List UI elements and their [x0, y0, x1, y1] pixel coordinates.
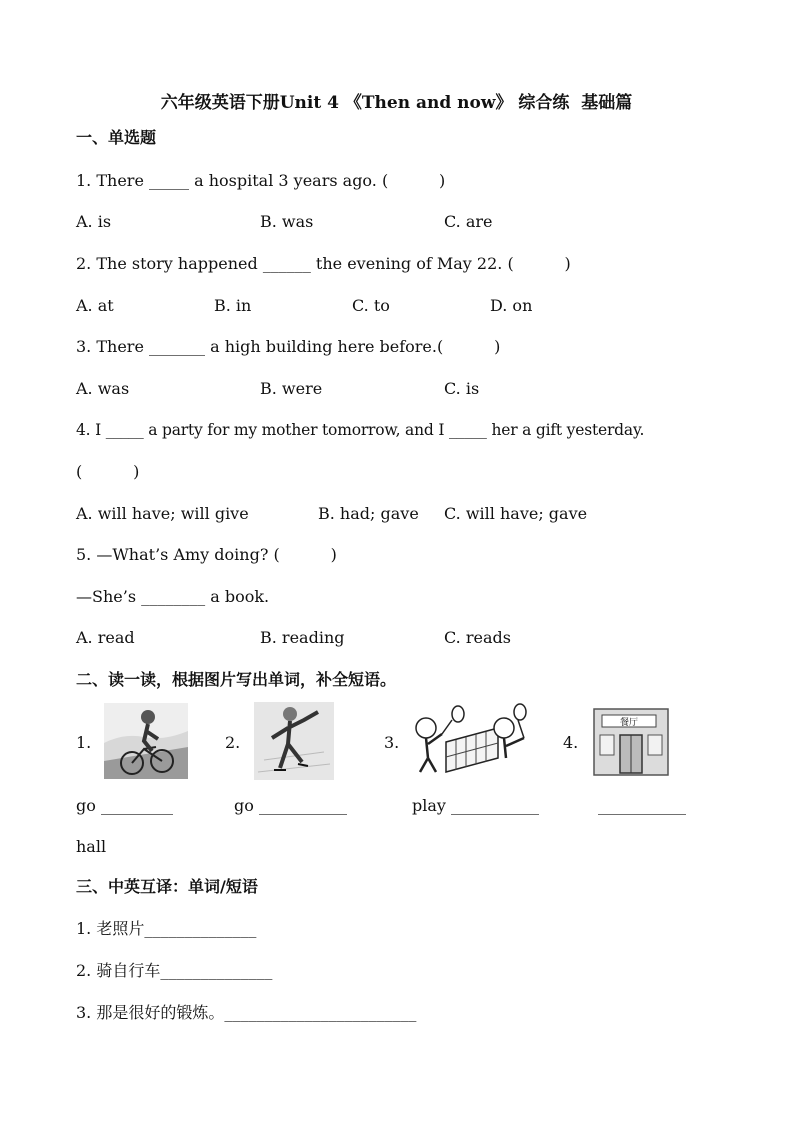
picture-4-number: 4. — [563, 733, 579, 752]
translation-item-2: 2. 骑自行车______________ — [76, 961, 273, 980]
question-2-option-a: A. at — [76, 296, 114, 315]
question-5-option-c: C. reads — [444, 628, 511, 647]
picture-1-number: 1. — [76, 733, 92, 752]
question-5-answer-line: —She’s ________ a book. — [76, 587, 270, 606]
question-2-option-b: B. in — [214, 296, 252, 315]
translation-item-1: 1. 老照片______________ — [76, 919, 257, 938]
blank-4: ___________ — [598, 796, 686, 815]
question-5-stem: 5. —What’s Amy doing? ( ) — [76, 545, 337, 564]
question-3-stem: 3. There _______ a high building here before.( ) — [76, 337, 501, 356]
question-1-option-a: A. is — [76, 212, 112, 231]
translation-item-3: 3. 那是很好的锻炼。________________________ — [76, 1003, 417, 1022]
question-4-option-b: B. had; gave — [318, 504, 419, 523]
section-heading-2: 二、读一读，根据图片写出单词，补全短语。 — [76, 670, 397, 689]
question-2-option-c: C. to — [352, 296, 390, 315]
blank-1: go _________ — [76, 796, 173, 815]
question-5-option-a: A. read — [76, 628, 135, 647]
question-3-option-c: C. is — [444, 379, 480, 398]
blank-2: go ___________ — [234, 796, 347, 815]
question-3-option-b: B. were — [260, 379, 323, 398]
question-2-stem: 2. The story happened ______ the evening of May 22. ( ) — [76, 254, 571, 273]
question-3-option-a: A. was — [76, 379, 130, 398]
dining-hall-icon — [592, 703, 670, 777]
badminton-icon — [406, 702, 534, 774]
question-4-stem: 4. I _____ a party for my mother tomorrow, and I _____ her a gift yesterday. — [76, 421, 645, 439]
picture-2-number: 2. — [225, 733, 241, 752]
question-5-option-b: B. reading — [260, 628, 345, 647]
blank-4-tail: hall — [76, 837, 107, 856]
question-1-option-c: C. are — [444, 212, 493, 231]
question-2-option-d: D. on — [490, 296, 533, 315]
question-4-stem-bracket: ( ) — [76, 462, 140, 481]
question-1-option-b: B. was — [260, 212, 314, 231]
svg-text:餐厅: 餐厅 — [619, 718, 639, 728]
picture-3-number: 3. — [384, 733, 400, 752]
skater-icon — [254, 702, 334, 780]
question-4-option-a: A. will have; will give — [76, 504, 249, 523]
section-heading-1: 一、单选题 — [76, 128, 157, 147]
cyclist-icon — [104, 703, 188, 779]
page-title: 六年级英语下册Unit 4 《Then and now》 综合练 基础篇 — [160, 93, 633, 113]
question-1-stem: 1. There _____ a hospital 3 years ago. ( ) — [76, 171, 446, 190]
section-heading-3: 三、中英互译：单词/短语 — [76, 877, 258, 896]
question-4-option-c: C. will have; gave — [444, 504, 588, 523]
blank-3: play ___________ — [412, 796, 540, 815]
